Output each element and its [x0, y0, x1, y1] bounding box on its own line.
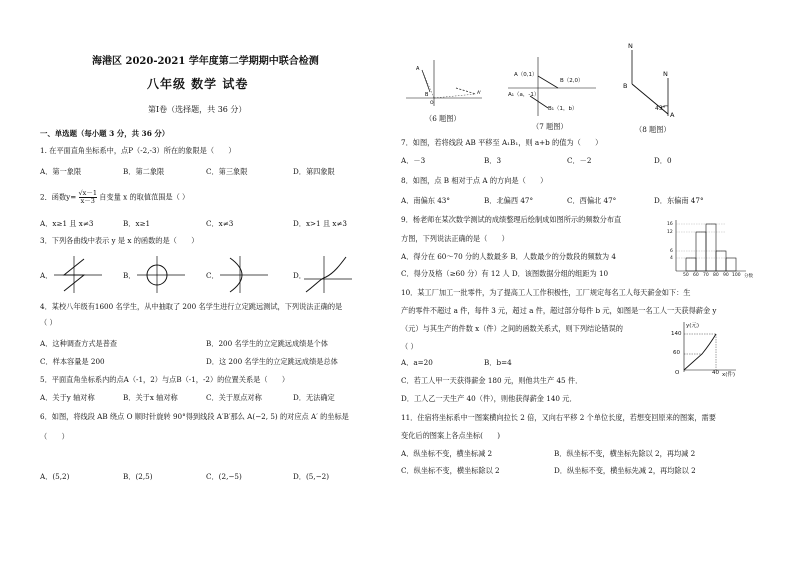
q6-option-d[interactable]: D．(5,−2)	[293, 472, 330, 481]
question-10-line4: （ ）	[401, 342, 418, 351]
q5-option-c[interactable]: C．关于原点对称	[206, 393, 262, 402]
q10-y-60: 60	[673, 350, 680, 356]
q7-option-d[interactable]: D．0	[654, 156, 672, 165]
q9-xtick-80: 80	[713, 273, 719, 278]
q9-ytick-12: 12	[667, 230, 673, 235]
q8-option-a[interactable]: A．南偏东 43°	[401, 196, 450, 205]
q2-option-c[interactable]: C．x≠3	[206, 219, 234, 228]
q5-option-b[interactable]: B．关于x 轴对称	[123, 393, 178, 402]
q4-option-c[interactable]: C．样本容量是 200	[40, 357, 105, 366]
fig8-label-a: A	[670, 111, 675, 119]
q11-option-a[interactable]: A．纵坐标不变，横坐标减 2	[401, 449, 493, 458]
svg-text:O: O	[430, 101, 434, 106]
q4-option-d[interactable]: D．这 200 名学生的立定跳远成绩是总体	[206, 357, 338, 366]
q2-denominator: x－3	[80, 197, 95, 205]
q9-xtick-70: 70	[703, 273, 709, 278]
fig8-label-b: B	[623, 82, 628, 90]
q3-graph-a	[54, 255, 104, 295]
q10-option-d[interactable]: D．工人乙一天生产 40（件），则他获得薪金 140 元．	[401, 394, 577, 403]
q1-option-d[interactable]: D．第四象限	[293, 167, 335, 176]
q10-option-c[interactable]: C．若工人甲一天获得薪金 180 元，则他共生产 45 件．	[401, 376, 583, 385]
part-heading: 第Ⅰ卷（选择题，共 36 分）	[148, 105, 247, 114]
q3-graph-d	[304, 255, 354, 295]
fig7-label-b: B（2,0）	[560, 78, 584, 84]
q9-xtick-100: 100	[732, 273, 741, 278]
q8-option-c[interactable]: C．西偏北 47°	[567, 196, 617, 205]
q7-option-a[interactable]: A．－3	[401, 156, 426, 165]
q5-option-a[interactable]: A．关于y 轴对称	[40, 393, 95, 402]
fig7-label-b1: B₁（1，b）	[548, 106, 578, 112]
q2-fraction	[79, 190, 97, 205]
q2-option-b[interactable]: B．x≥1	[123, 219, 151, 228]
q3-graph-b	[137, 255, 187, 295]
q2-prefix: 2．函数y=	[40, 192, 77, 202]
question-1: 1. 在平面直角坐标系中，点P（-2,-3）所在的象限是（ ）	[40, 146, 236, 155]
q10-option-a[interactable]: A．a=20	[401, 358, 433, 367]
question-7: 7．如图，若将线段 AB 平移至 A₁B₁，则 a+b 的值为（ ）	[401, 138, 603, 147]
question-3: 3．下列各曲线中表示 y 是 x 的函数的是（ ）	[40, 236, 199, 245]
q6-option-b[interactable]: B．(2,5)	[123, 472, 153, 481]
question-11-line2: 变化后的图案上各点坐标( )	[401, 431, 501, 440]
q9-x-unit: 分数	[744, 274, 753, 279]
q7-option-c[interactable]: C．－2	[567, 156, 592, 165]
question-8: 8．如图，点 B 相对于点 A 的方向是（ ）	[401, 176, 548, 185]
q8-option-d[interactable]: D．东偏南 47°	[654, 196, 704, 205]
question-11-line1: 11．住宿将坐标系中一图案横向拉长 2 倍，又向右平移 2 个单位长度，若想变回原来的图案，需要	[401, 413, 716, 422]
question-10-line3: （元）与其生产的件数 x（件）之间的函数关系式，则下列结论错误的	[401, 324, 623, 333]
q9-xtick-50: 50	[683, 273, 689, 278]
fig7-label-a: A（0,1）	[514, 72, 538, 78]
q1-option-c[interactable]: C．第三象限	[206, 167, 248, 176]
fig8-label-n1: N	[628, 42, 633, 50]
question-6-line1: 6．如图，将线段 AB 绕点 O 顺时针旋转 90°得到线段 A′B′那么 A(−2, 5) 的对应点 A′ 的坐标是	[40, 412, 349, 421]
figure-7-caption: （7 题图）	[532, 122, 568, 131]
q3-option-d[interactable]: D．	[293, 271, 306, 280]
section-heading: 一、单选题（每小题 3 分，共 36 分）	[40, 129, 170, 138]
q1-option-a[interactable]: A．第一象限	[40, 167, 82, 176]
fig7-label-a1: A₁（a，-1）	[508, 92, 540, 98]
q3-option-b[interactable]: B．	[123, 271, 136, 280]
q10-x-label: x(件)	[722, 372, 736, 378]
q9-ytick-6: 6	[670, 249, 673, 254]
q1-option-b[interactable]: B．第二象限	[123, 167, 165, 176]
question-6-line2: （ ）	[40, 432, 69, 441]
q10-y-140: 140	[671, 331, 682, 337]
q2-option-d[interactable]: D．x>1 且 x≠3	[293, 219, 348, 228]
q9-ytick-4: 4	[670, 256, 673, 261]
q3-option-a[interactable]: A．	[40, 271, 53, 280]
q2-option-a[interactable]: A．x≥1 且 x≠3	[40, 219, 94, 228]
q2-suffix: 自变量 x 的取值范围是（ ）	[99, 192, 190, 202]
figure-6-caption: （6 题图）	[425, 114, 461, 123]
q9-xtick-60: 60	[693, 273, 699, 278]
exam-subtitle: 八年级 数学 试卷	[147, 77, 249, 91]
q2-numerator: √x－1	[78, 189, 97, 197]
fig8-label-angle: 43°	[655, 105, 666, 112]
q9-options-cd[interactable]: C．得分及格（≥60 分）有 12 人 D．该图数据分组的组距为 10	[401, 269, 609, 278]
q4-option-b[interactable]: B．200 名学生的立定跳远成绩是个体	[206, 339, 328, 348]
q9-options-ab[interactable]: A．得分在 60～70 分的人数最多 B．人数最少的分数段的频数为 4	[401, 252, 616, 261]
q10-option-b[interactable]: B．b=4	[484, 358, 512, 367]
q11-option-b[interactable]: B．纵坐标不变，横坐标先除以 2，再均减 2	[554, 449, 696, 458]
q10-x-40: 40	[712, 370, 719, 376]
question-10-line2: 产的零件不超过 a 件，每件 3 元，超过 a 件，超过部分每件 b 元，如图是一名工人一天获得薪金 y	[401, 306, 717, 315]
exam-title: 海港区 2020-2021 学年度第二学期期中联合检测	[92, 56, 319, 67]
figure-6	[404, 58, 484, 108]
figure-8-caption: （8 题图）	[635, 125, 671, 134]
q10-origin: O	[675, 370, 680, 376]
q8-option-b[interactable]: B．北偏西 47°	[484, 196, 534, 205]
q6-option-a[interactable]: A．(5,2)	[40, 472, 70, 481]
q9-ytick-16: 16	[667, 222, 673, 227]
question-10-line1: 10．某工厂加工一批零件，为了提高工人工作积极性，工厂规定每名工人每天薪金如下：生	[401, 288, 691, 297]
question-9-line2: 方图，下列说法正确的是（ ）	[401, 234, 509, 243]
svg-text:A: A	[416, 66, 420, 72]
question-4-line1: 4．某校八年级有1600 名学生，从中抽取了 200 名学生进行立定跳远测试，下列说法正确的是	[40, 302, 343, 311]
svg-text:A': A'	[477, 91, 482, 96]
q4-option-a[interactable]: A．这种调查方式是普查	[40, 339, 118, 348]
q10-y-label: y(元)	[686, 323, 700, 329]
q3-graph-c	[220, 255, 270, 295]
fig8-label-n2: N	[663, 70, 668, 78]
q3-option-c[interactable]: C．	[206, 271, 219, 280]
q9-xtick-90: 90	[723, 273, 729, 278]
question-4-line2: （ ）	[40, 318, 57, 327]
q5-option-d[interactable]: D．无法确定	[293, 393, 335, 402]
q6-option-c[interactable]: C．(2,−5)	[206, 472, 242, 481]
question-9-line1: 9．杨老师在某次数学测试的成绩整理后绘制成如图所示的频数分布直	[401, 215, 622, 224]
q11-option-c[interactable]: C．纵坐标不变，横坐标除以 2	[401, 466, 500, 475]
svg-text:B: B	[425, 92, 429, 98]
question-5: 5．平面直角坐标系内的点A（-1，2）与点B（-1，-2）的位置关系是（ ）	[40, 375, 290, 384]
q7-option-b[interactable]: B．3	[484, 156, 502, 165]
question-2	[40, 190, 189, 205]
q11-option-d[interactable]: D．纵坐标不变，横坐标先减 2，再均除以 2	[554, 466, 696, 475]
